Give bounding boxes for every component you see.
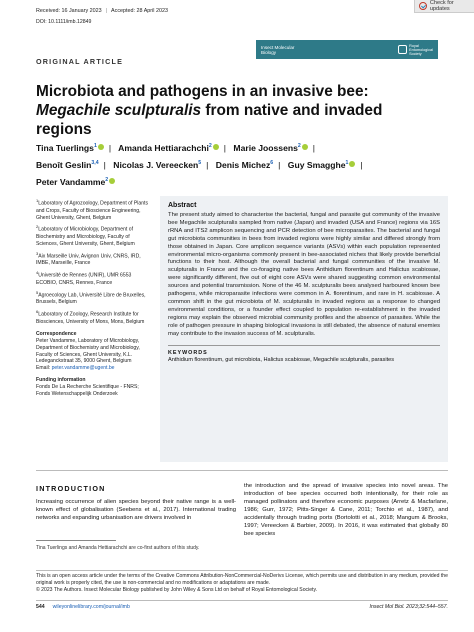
citation: Insect Mol Biol. 2023;32:544–557. bbox=[369, 604, 448, 610]
affiliation: $^5$Agroecology Lab, Université Libre de Bruxelles, Brussels, Belgium bbox=[36, 289, 146, 306]
author[interactable]: Benoît Geslin$^{3,4}$ bbox=[36, 159, 99, 170]
funding-heading: Funding information bbox=[36, 377, 86, 384]
abstract-text: The present study aimed to characterise the bacterial, fungal and parasite gut community of the invasive bee Megachile sculpturalis sampled from native (Japan) and invaded (USA and France) regions via 16S rRNA and ITS2 amplicon sequencing and PCR detection of bee microparasites. The bacterial and fungal gut microbiota communities in bees from invaded regions were highly similar and differed strongly from those obtained in Japan. Core amplicon sequence variants (ASVs) within each population represented environmental micro-organisms commonly present in bee-associated niches that likely provide beneficial functions to their host. Although the overall bacterial and fungal communities of the invasive M. sculpturalis in France and the co-foraging native bees Anthidium florentinum and Halictus scabiosae, were significantly different, five out of eight core ASVs were shared suggesting common environmental sources and potential transmission. None of the 46 M. sculpturalis bees analysed harboured known bee pathogens, while microparasite infections were common in A. florentinum, and rare in H. scabiosae. A common shift in the gut microbiota of M. sculpturalis in invaded regions as a response to changed environmental conditions, or a founder effect coupled to population re-establishment in the invaded regions may explain the observed microbial community profiles and the absence of parasites. While the role of pathogen pressure in shaping biological invasions is still debated, the absence of natural enemies may contribute to the invasion success of M. sculpturalis. bbox=[168, 212, 440, 337]
keywords-heading: KEYWORDS bbox=[168, 349, 208, 356]
article-type: ORIGINAL ARTICLE bbox=[36, 57, 124, 66]
funding-text: Fonds De La Recherche Scientifique - FNRS; Fonds Wetenschappelijk Onderzoek bbox=[36, 384, 139, 398]
abstract-heading: Abstract bbox=[168, 202, 197, 209]
check-updates-icon bbox=[419, 2, 427, 10]
keywords-text: Anthidium florentinum, gut microbiota, Halictus scabiosae, Megachile sculpturalis, parasites bbox=[168, 356, 395, 363]
correspondence-email-link[interactable]: peter.vandamme@ugent.be bbox=[51, 365, 115, 372]
journal-name: Insect Molecular Biology bbox=[261, 44, 295, 55]
author-list: Tina Tuerlings$^1$ | Amanda Hettiarachchi$^2$ | Marie Joossens$^2$ | Benoît Geslin$^{3,4}$ | Nicolas J. Vereecken$^5$ | Denis Michez$^6$ | Guy Smagghe$^1$ | Peter Vandamme$^2$ bbox=[36, 142, 363, 187]
affiliation: $^4$Université de Rennes (UNIR), UMR 6553 ECOBIO, CNRS, Rennes, France bbox=[36, 270, 132, 286]
author[interactable]: Peter Vandamme$^2$ bbox=[36, 177, 115, 187]
divider bbox=[36, 570, 448, 571]
check-updates-label: Check for updates bbox=[429, 0, 454, 12]
page-number: 544 bbox=[36, 604, 45, 610]
journal-banner bbox=[256, 40, 438, 59]
doi[interactable]: DOI: 10.1111/imb.12849 bbox=[36, 19, 92, 25]
license-text: This is an open access article under the terms of the Creative Commons Attribution-NonCommercial-NoDerivs License, which permits use and distribution in any medium, provided the original work is properly cited, the use is non-commercial and no modifications or adaptations are made. © 2023 The Authors. Insect Molecular Biology published by John Wiley & Sons Ltd on behalf of Royal Entomological Society. bbox=[36, 573, 448, 593]
footnote: Tina Tuerlings and Amanda Hettiarachchi are co-first authors of this study. bbox=[36, 545, 200, 551]
introduction-left-column: Increasing occurrence of alien species beyond their native range is a well-known effect of globalisation (Seebens et al., 2017). International trading networks and expanding urbanisation are drivers involved in bbox=[36, 499, 236, 521]
orcid-icon[interactable] bbox=[302, 144, 308, 150]
keywords-section bbox=[168, 345, 440, 364]
check-updates-button[interactable] bbox=[414, 0, 474, 13]
introduction-heading: INTRODUCTION bbox=[36, 484, 106, 493]
page-footer bbox=[36, 604, 448, 610]
correspondence-text: Peter Vandamme, Laboratory of Microbiology, Department of Biochemistry and Microbiology, Faculty of Sciences, Ghent University, K.L. Ledeganckstraat 35, 9000 Ghent, Belgium bbox=[36, 337, 140, 365]
divider bbox=[36, 470, 448, 471]
author[interactable]: Tina Tuerlings$^1$ bbox=[36, 143, 104, 153]
affiliation: $^3$Aix Marseille Univ, Avignon Univ, CNRS, IRD, IMBE, Marseille, France bbox=[36, 250, 141, 267]
publication-dates: Received: 16 January 2023 | Accepted: 28 April 2023 bbox=[36, 8, 168, 14]
author[interactable]: Guy Smagghe$^1$ bbox=[288, 160, 356, 170]
affiliations-sidebar: $^1$Laboratory of Agrozoology, Department of Plants and Crops, Faculty of Bioscience Engineering, Ghent University, Ghent, Belgium $^2$Laboratory of Microbiology, Department of Biochemistry and Microbiology, Faculty of Sciences, Ghent University, Ghent, Belgium $^3$Aix Marseille Univ, Avignon Univ, CNRS, IRD, IMBE, Marseille, France $^4$Université de Rennes (UNIR), UMR 6553 ECOBIO, CNRS, Rennes, France $^5$Agroecology Lab, Université Libre de Bruxelles, Brussels, Belgium $^6$Laboratory of Zoology, Research Institute for Biosciences, University of Mons, Mons, Belgium Correspondence Peter Vandamme, Laboratory of Microbiology, Department of Biochemistry and Microbiology, Faculty of Sciences, Ghent University, K.L. Ledeganckstraat 35, 9000 Ghent, Belgium Email: peter.vandamme@ugent.be Funding information Fonds De La Recherche Scientifique - FNRS; Fonds Wetenschappelijk Onderzoek bbox=[36, 198, 151, 398]
accepted-date: Accepted: 28 April 2023 bbox=[111, 8, 168, 14]
author[interactable]: Nicolas J. Vereecken$^5$ bbox=[113, 159, 202, 170]
correspondence-heading: Correspondence bbox=[36, 330, 77, 337]
affiliation: $^6$Laboratory of Zoology, Research Institute for Biosciences, University of Mons, Mons, Belgium bbox=[36, 309, 145, 325]
divider bbox=[36, 600, 448, 601]
affiliation: $^2$Laboratory of Microbiology, Department of Biochemistry and Microbiology, Faculty of Sciences, Ghent University, Ghent, Belgium bbox=[36, 224, 135, 247]
society-logo-icon bbox=[398, 45, 407, 54]
author[interactable]: Denis Michez$^6$ bbox=[215, 159, 274, 170]
article-title: Microbiota and pathogens in an invasive bee: Megachile sculpturalis from native and invaded regions bbox=[36, 83, 383, 138]
author[interactable]: Marie Joossens$^2$ bbox=[233, 143, 307, 153]
orcid-icon[interactable] bbox=[213, 144, 219, 150]
affiliation: $^1$Laboratory of Agrozoology, Department of Plants and Crops, Faculty of Bioscience Engineering, Ghent University, Ghent, Belgium bbox=[36, 198, 149, 221]
orcid-icon[interactable] bbox=[98, 144, 104, 150]
received-date: Received: 16 January 2023 bbox=[36, 8, 102, 14]
society-logo: Royal Entomological Society bbox=[398, 44, 433, 56]
introduction-right-column: the introduction and the spread of invasive species into novel areas. The introduction of bee species occurred both intentionally, for their role as managed pollinators and therefore economic purposes (Arretz & Macfarlane, 1986; Gurr, 1972; Pitts-Singer & Cane, 2011; Torchio et al., 1987), and accidentally through trading ports (Bortolotti et al., 2018; Mangum & Brooks, 1997; Vereecken & Barbier, 2009). In 2016, it was estimated that globally 80 bee species bbox=[244, 483, 448, 537]
author[interactable]: Amanda Hettiarachchi$^2$ bbox=[118, 143, 219, 153]
footnote-divider bbox=[36, 540, 116, 541]
journal-url-link[interactable]: wileyonlinelibrary.com/journal/imb bbox=[52, 604, 130, 610]
abstract-box bbox=[160, 196, 448, 462]
orcid-icon[interactable] bbox=[349, 161, 355, 167]
orcid-icon[interactable] bbox=[109, 178, 115, 184]
